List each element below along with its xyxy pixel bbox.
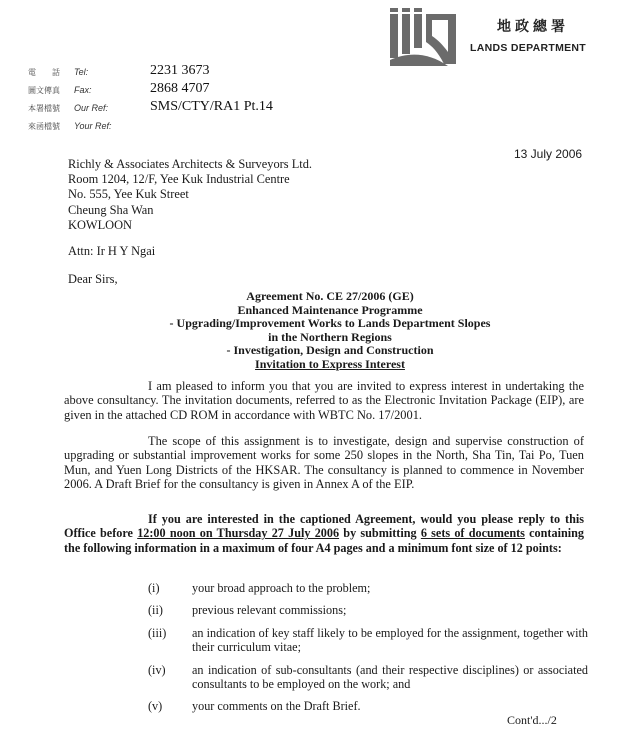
list-item	[148, 663, 588, 692]
subject-invitation: Invitation to Express Interest	[255, 356, 405, 371]
reply-text: by submitting	[339, 526, 421, 541]
address-line: No. 555, Yee Kuk Street	[68, 187, 189, 202]
continuation-marker: Cont'd.../2	[507, 713, 557, 727]
paragraph-invitation: I am pleased to inform you that you are invited to express interest in undertaking the above consultancy. The invitation documents, referred to as the Electronic Invitation Package (EIP), are given in the attached CD ROM in accordance with WBTC No. 17/2001.	[64, 379, 584, 422]
reply-text: containing the following information in a maximum of four A4 pages and a minimum font size of 12 points:	[64, 526, 585, 555]
list-item-text: an indication of key staff likely to be employed for the assignment, together with their curriculum vitae;	[192, 625, 588, 655]
our-ref-label-cn: 本署檔號	[28, 104, 60, 113]
reply-deadline: 12:00 noon on Thursday 27 July 2006	[137, 526, 340, 541]
your-ref-row	[28, 121, 273, 139]
tel-value: 2231 3673	[150, 63, 210, 78]
fax-label-cn: 圖文傳真	[28, 86, 60, 95]
department-name-english: LANDS DEPARTMENT	[470, 42, 587, 54]
subject-region: in the Northern Regions	[268, 329, 392, 344]
your-ref-label-cn: 來函檔號	[28, 122, 60, 131]
list-item	[148, 626, 588, 655]
subject-heading	[140, 290, 520, 372]
subject-programme: Enhanced Maintenance Programme	[237, 302, 423, 317]
our-ref-label: Our Ref:	[74, 103, 109, 113]
list-item-text: your broad approach to the problem;	[192, 581, 371, 595]
fax-label: Fax:	[74, 85, 92, 95]
list-item	[148, 581, 588, 595]
list-item	[148, 603, 588, 617]
reply-document-sets: 6 sets of documents	[420, 526, 525, 541]
required-information-list	[148, 581, 588, 722]
paragraph-reply-instructions	[64, 512, 584, 555]
subject-scope: - Investigation, Design and Construction	[226, 343, 434, 358]
subject-works: - Upgrading/Improvement Works to Lands Department Slopes	[169, 316, 491, 331]
list-item-text: an indication of sub-consultants (and their respective disciplines) or associated consultants to be employed on the work; and	[192, 662, 588, 692]
lands-department-logo-icon	[388, 8, 460, 68]
tel-label: Tel:	[74, 67, 89, 77]
list-item-number: (iii)	[148, 625, 167, 640]
subject-agreement-no: Agreement No. CE 27/2006 (GE)	[246, 289, 414, 303]
attention-line: Attn: Ir H Y Ngai	[68, 244, 156, 258]
reply-text: If you are interested in the captioned Agreement, would you please reply to this Office before	[64, 512, 584, 541]
salutation: Dear Sirs,	[68, 272, 118, 286]
department-name-chinese: 地政總署	[497, 19, 569, 35]
list-item	[148, 699, 588, 713]
list-item-text: your comments on the Draft Brief.	[192, 699, 361, 714]
our-ref-row	[28, 99, 273, 121]
fax-value: 2868 4707	[150, 81, 210, 96]
address-line: Room 1204, 12/F, Yee Kuk Industrial Centre	[68, 172, 290, 187]
list-item-number: (iv)	[148, 662, 166, 677]
letter-date: 13 July 2006	[514, 147, 583, 161]
list-item-text: previous relevant commissions;	[192, 603, 347, 618]
list-item-number: (ii)	[148, 603, 163, 618]
our-ref-value: SMS/CTY/RA1 Pt.14	[150, 99, 273, 114]
paragraph-scope: The scope of this assignment is to investigate, design and supervise construction of upgrading or substantial improvement works for some 250 slopes in the North, Sha Tin, Tai Po, Tuen Mun, and Yuen Long Districts of the HKSAR. The consultancy is planned to commence in November 2006. A Draft Brief for the consultancy is given in Annex A of the EIP.	[64, 434, 584, 492]
list-item-number: (v)	[148, 699, 163, 714]
address-line: Cheung Sha Wan	[68, 202, 154, 217]
list-item-number: (i)	[148, 581, 160, 595]
tel-label-cn: 電 話	[28, 68, 60, 77]
recipient-address	[68, 157, 312, 233]
your-ref-label: Your Ref:	[74, 121, 112, 131]
address-line: Richly & Associates Architects & Surveyors Ltd.	[68, 157, 312, 171]
contact-reference-block	[28, 63, 273, 139]
address-line: KOWLOON	[68, 217, 133, 232]
